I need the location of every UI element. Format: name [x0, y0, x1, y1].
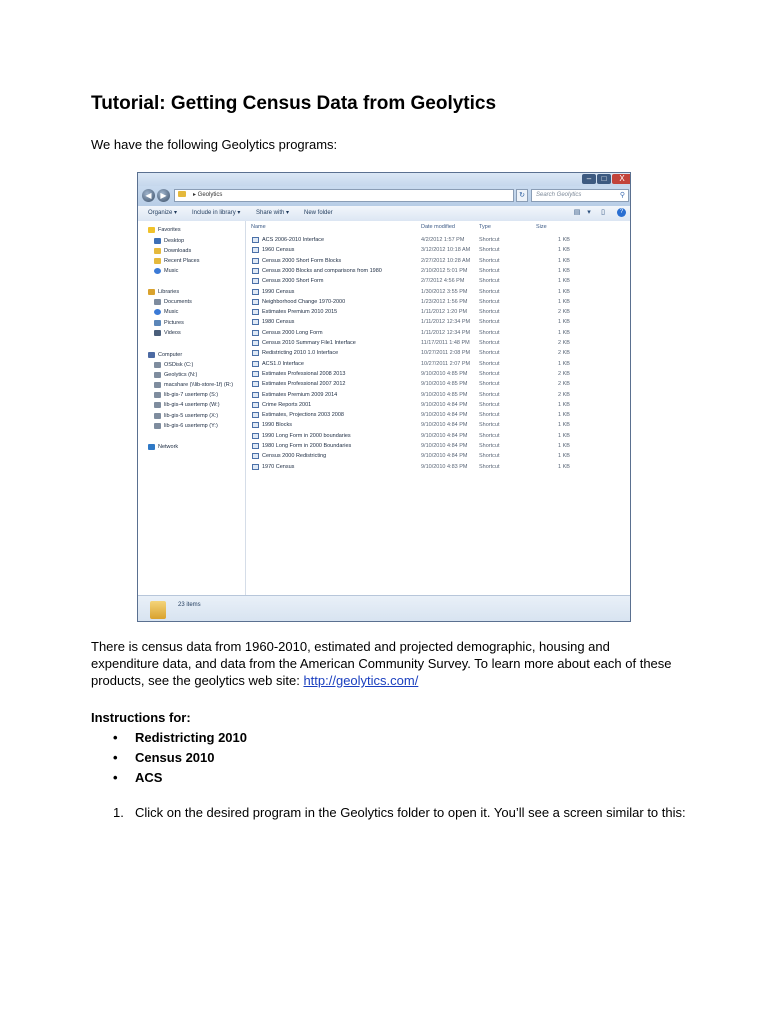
file-row[interactable] [246, 441, 631, 451]
file-date: 9/10/2010 4:84 PM [421, 422, 468, 429]
network-drive-icon [154, 413, 161, 419]
search-input[interactable] [531, 189, 629, 202]
address-bar [138, 186, 630, 206]
file-name: Crime Reports 2001 [262, 401, 312, 408]
file-size: 1 KB [558, 319, 570, 326]
share-with-menu[interactable]: Share with ▾ [256, 210, 290, 216]
file-date: 1/11/2012 1:20 PM [421, 309, 468, 316]
shortcut-icon [252, 412, 259, 418]
file-size: 1 KB [558, 432, 570, 439]
shortcut-icon [252, 433, 259, 439]
column-header-size[interactable]: Size [536, 224, 547, 230]
file-date: 11/17/2011 1:48 PM [421, 340, 470, 346]
file-type: Shortcut [479, 278, 500, 285]
file-name: 1990 Blocks [262, 422, 292, 429]
file-name: Redistricting 2010 1.0 Interface [262, 350, 339, 357]
file-date: 1/11/2012 12:34 PM [421, 329, 471, 336]
file-size: 2 KB [558, 309, 570, 316]
file-name: Census 2000 Blocks and comparisons from 1980 [262, 267, 382, 274]
file-row[interactable] [246, 235, 631, 245]
network-icon [148, 444, 155, 450]
new-folder-button[interactable]: New folder [304, 210, 333, 216]
network-drive-icon [154, 392, 161, 398]
file-date: 9/10/2010 4:84 PM [421, 412, 468, 419]
file-size: 2 KB [558, 381, 570, 388]
file-size: 1 KB [558, 237, 570, 243]
file-row[interactable] [246, 400, 631, 410]
file-name: 1980 Census [262, 319, 295, 326]
file-type: Shortcut [479, 257, 500, 264]
navigation-pane [138, 221, 246, 595]
file-size: 1 KB [558, 298, 570, 305]
file-size: 1 KB [558, 463, 570, 470]
file-size: 1 KB [558, 412, 570, 419]
shortcut-icon [252, 309, 259, 315]
file-row[interactable] [246, 245, 631, 255]
list-item: • Census 2010 [113, 750, 215, 765]
shortcut-icon [252, 402, 259, 408]
shortcut-icon [252, 237, 259, 243]
file-type: Shortcut [479, 267, 500, 274]
nav-gis5-drive[interactable]: lib-gis-5 usertemp (X:) [154, 412, 218, 420]
file-date: 9/10/2010 4:84 PM [421, 432, 468, 439]
pictures-icon [154, 320, 161, 326]
product-list [113, 729, 247, 789]
file-size: 2 KB [558, 340, 570, 346]
file-type: Shortcut [479, 432, 500, 439]
file-row[interactable] [246, 287, 631, 297]
file-name: Census 2000 Short Form [262, 278, 324, 285]
list-item: • Redistricting 2010 [113, 730, 247, 745]
shortcut-icon [252, 268, 259, 274]
search-placeholder: Search Geolytics [536, 192, 582, 198]
file-row[interactable] [246, 297, 631, 307]
file-name: Census 2000 Redistricting [262, 453, 327, 460]
file-name: ACS 2006-2010 Interface [262, 237, 325, 243]
file-size: 1 KB [558, 257, 570, 264]
file-type: Shortcut [479, 309, 500, 316]
file-date: 9/10/2010 4:85 PM [421, 370, 468, 377]
nav-macshare-drive[interactable]: macshare (\\lib-store-1f) (R:) [154, 381, 233, 389]
item-count: 23 items [178, 602, 201, 608]
command-toolbar [138, 206, 630, 222]
nav-pictures[interactable]: Pictures [154, 319, 184, 327]
nav-network[interactable]: Network [148, 443, 178, 451]
file-row[interactable] [246, 369, 631, 379]
nav-favorites[interactable]: Favorites [148, 226, 181, 234]
file-name: Estimates, Projections 2003 2008 [262, 412, 344, 419]
minimize-button[interactable]: – [582, 174, 596, 184]
file-size: 1 KB [558, 267, 570, 274]
file-type: Shortcut [479, 237, 500, 243]
close-button[interactable]: X [612, 174, 631, 184]
file-row[interactable] [246, 307, 631, 317]
file-type: Shortcut [479, 319, 500, 326]
file-type: Shortcut [479, 340, 500, 346]
file-name: 1990 Census [262, 288, 295, 295]
file-type: Shortcut [479, 329, 500, 336]
column-header-type[interactable]: Type [479, 224, 491, 230]
drive-icon [154, 362, 161, 368]
shortcut-icon [252, 392, 259, 398]
file-date: 1/11/2012 12:34 PM [421, 319, 471, 326]
file-type: Shortcut [479, 370, 500, 377]
file-size: 1 KB [558, 443, 570, 449]
file-size: 2 KB [558, 350, 570, 357]
file-type: Shortcut [479, 401, 500, 408]
file-list [246, 221, 631, 595]
file-type: Shortcut [479, 463, 500, 470]
intro-text: We have the following Geolytics programs: [91, 137, 338, 152]
network-drive-icon [154, 372, 161, 378]
preview-pane-icon[interactable]: ▯ [601, 209, 605, 216]
file-size: 1 KB [558, 360, 570, 367]
shortcut-icon [252, 319, 259, 325]
column-header-date[interactable]: Date modified [421, 224, 455, 230]
geolytics-link[interactable]: http://geolytics.com/ [303, 673, 419, 688]
file-row[interactable] [246, 256, 631, 266]
nav-gis6-drive[interactable]: lib-gis-6 usertemp (Y:) [154, 422, 218, 430]
help-icon[interactable]: ? [617, 208, 626, 217]
file-name: Estimates Premium 2010 2015 [262, 309, 338, 316]
refresh-icon[interactable]: ↻ [516, 189, 528, 202]
file-date: 4/2/2012 1:57 PM [421, 237, 465, 243]
shortcut-icon [252, 443, 259, 449]
network-drive-icon [154, 423, 161, 429]
back-arrow-icon[interactable]: ◀ [142, 189, 155, 202]
search-icon: ⚲ [619, 192, 625, 199]
document-title: Tutorial: Getting Census Data from Geolytics [91, 93, 497, 114]
file-type: Shortcut [479, 422, 500, 429]
shortcut-icon [252, 453, 259, 459]
file-date: 9/10/2010 4:84 PM [421, 453, 468, 460]
file-date: 2/27/2012 10:28 AM [421, 257, 471, 264]
file-row[interactable] [246, 328, 631, 338]
nav-osdisk[interactable]: OSDisk (C:) [154, 361, 193, 369]
file-date: 3/12/2012 10:18 AM [421, 247, 471, 254]
nav-music-favorite[interactable]: Music [154, 267, 178, 275]
file-name: 1990 Long Form in 2000 boundaries [262, 432, 351, 439]
network-drive-icon [154, 382, 161, 388]
file-name: ACS1.0 Interface [262, 360, 304, 367]
nav-videos[interactable]: Videos [154, 329, 181, 337]
file-date: 9/10/2010 4:83 PM [421, 463, 468, 470]
music-icon [154, 268, 161, 274]
file-name: 1980 Long Form in 2000 Boundaries [262, 443, 352, 449]
file-type: Shortcut [479, 288, 500, 295]
nav-documents[interactable]: Documents [154, 298, 192, 306]
file-row[interactable] [246, 317, 631, 327]
file-date: 9/10/2010 4:85 PM [421, 381, 468, 388]
nav-recent-places[interactable]: Recent Places [154, 257, 199, 265]
shortcut-icon [252, 371, 259, 377]
nav-gis7-drive[interactable]: lib-gis-7 usertemp (S:) [154, 391, 218, 399]
file-date: 9/10/2010 4:85 PM [421, 391, 468, 398]
file-date: 10/27/2011 2:07 PM [421, 360, 471, 367]
file-date: 1/30/2012 3:55 PM [421, 288, 468, 295]
file-type: Shortcut [479, 391, 500, 398]
file-date: 9/10/2010 4:84 PM [421, 443, 468, 449]
shortcut-icon [252, 289, 259, 295]
nav-desktop[interactable]: Desktop [154, 237, 184, 245]
shortcut-icon [252, 381, 259, 387]
file-name: Census 2010 Summary File1 Interface [262, 340, 356, 346]
instructions-heading: Instructions for: [91, 710, 191, 725]
file-type: Shortcut [479, 453, 500, 460]
file-name: 1960 Census [262, 247, 295, 254]
file-name: Estimates Premium 2009 2014 [262, 391, 338, 398]
desktop-icon [154, 238, 161, 244]
file-name: Census 2000 Short Form Blocks [262, 257, 342, 264]
chevron-down-icon[interactable]: ▾ [587, 209, 591, 216]
computer-icon [148, 352, 155, 358]
shortcut-icon [252, 422, 259, 428]
shortcut-icon [252, 330, 259, 336]
nav-downloads[interactable]: Downloads [154, 247, 191, 255]
file-type: Shortcut [479, 298, 500, 305]
shortcut-icon [252, 361, 259, 367]
file-date: 2/10/2012 5:01 PM [421, 267, 468, 274]
file-size: 1 KB [558, 278, 570, 285]
file-row[interactable] [246, 379, 631, 389]
libraries-icon [148, 289, 155, 295]
file-size: 2 KB [558, 370, 570, 377]
file-size: 1 KB [558, 422, 570, 429]
file-name: Estimates Professional 2007 2012 [262, 381, 346, 388]
file-type: Shortcut [479, 247, 500, 254]
shortcut-icon [252, 258, 259, 264]
file-size: 1 KB [558, 401, 570, 408]
column-header-name[interactable]: Name [251, 224, 266, 230]
folder-icon [178, 191, 186, 197]
documents-icon [154, 299, 161, 305]
file-type: Shortcut [479, 443, 500, 449]
star-icon [148, 227, 155, 233]
status-bar [138, 595, 630, 622]
shortcut-icon [252, 464, 259, 470]
file-name: Estimates Professional 2008 2013 [262, 370, 346, 377]
list-item: • ACS [113, 770, 163, 785]
nav-music[interactable]: Music [154, 308, 178, 316]
file-row[interactable] [246, 410, 631, 420]
view-options-icon[interactable]: ▤ [573, 209, 581, 216]
file-row[interactable] [246, 348, 631, 358]
file-size: 1 KB [558, 329, 570, 336]
file-type: Shortcut [479, 360, 500, 367]
shortcut-icon [252, 350, 259, 356]
nav-computer[interactable]: Computer [148, 351, 182, 359]
description-paragraph: There is census data from 1960-2010, estimated and projected demographic, housing and expenditure data, and data from the American Community Survey. To learn more about each of these products, see the geolytics web site: http://geolytics.com/ [91, 639, 672, 688]
shortcut-icon [252, 247, 259, 253]
file-size: 2 KB [558, 391, 570, 398]
nav-libraries[interactable]: Libraries [148, 288, 179, 296]
explorer-window-screenshot [137, 172, 631, 622]
file-size: 1 KB [558, 247, 570, 254]
file-size: 1 KB [558, 453, 570, 460]
nav-geolytics-drive[interactable]: Geolytics (N:) [154, 371, 197, 379]
maximize-button[interactable]: □ [597, 174, 611, 184]
videos-icon [154, 330, 161, 336]
file-size: 1 KB [558, 288, 570, 295]
organize-menu[interactable]: Organize ▾ [148, 210, 178, 216]
file-row[interactable] [246, 431, 631, 441]
step-1: 1. Click on the desired program in the Geolytics folder to open it. You’ll see a screen similar to this: [113, 805, 686, 820]
forward-arrow-icon[interactable]: ▶ [157, 189, 170, 202]
file-date: 2/7/2012 4:56 PM [421, 278, 465, 285]
file-type: Shortcut [479, 381, 500, 388]
file-name: 1970 Census [262, 463, 295, 470]
include-in-library-menu[interactable]: Include in library ▾ [192, 210, 241, 216]
shortcut-icon [252, 299, 259, 305]
file-row[interactable] [246, 338, 631, 348]
file-row[interactable] [246, 359, 631, 369]
address-input[interactable]: ▸ Geolytics [174, 189, 514, 202]
file-type: Shortcut [479, 350, 500, 357]
file-date: 10/27/2011 2:08 PM [421, 350, 471, 357]
file-row[interactable] [246, 451, 631, 461]
file-name: Neighborhood Change 1970-2000 [262, 298, 346, 305]
music-icon [154, 309, 161, 315]
file-name: Census 2000 Long Form [262, 329, 323, 336]
window-titlebar [138, 173, 630, 186]
recent-places-icon [154, 258, 161, 264]
shortcut-icon [252, 278, 259, 284]
file-row[interactable] [246, 462, 631, 472]
downloads-icon [154, 248, 161, 254]
file-row[interactable] [246, 420, 631, 430]
network-drive-icon [154, 402, 161, 408]
file-row[interactable] [246, 266, 631, 276]
folder-icon [150, 601, 166, 619]
file-date: 1/23/2012 1:56 PM [421, 298, 468, 305]
file-row[interactable] [246, 276, 631, 286]
file-row[interactable] [246, 390, 631, 400]
nav-gis4-drive[interactable]: lib-gis-4 usertemp (W:) [154, 401, 220, 409]
file-type: Shortcut [479, 412, 500, 419]
file-date: 9/10/2010 4:84 PM [421, 401, 468, 408]
shortcut-icon [252, 340, 259, 346]
